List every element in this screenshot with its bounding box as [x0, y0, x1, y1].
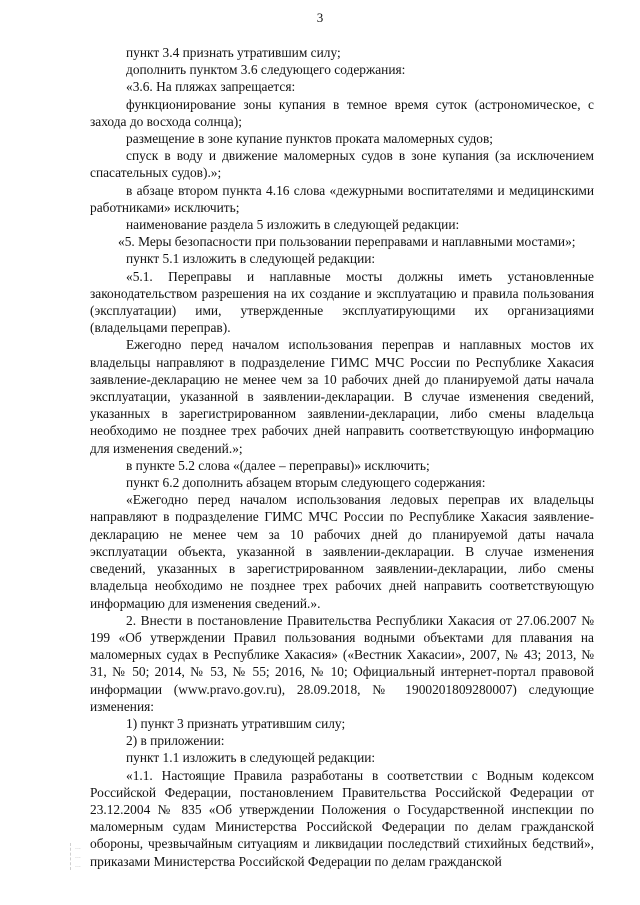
paragraph: 2) в приложении: — [126, 733, 225, 749]
paragraph: наименование раздела 5 изложить в следующей редакции: — [126, 217, 460, 233]
paragraph: 1) пункт 3 признать утратившим силу; — [126, 715, 346, 731]
paragraph: в абзаце втором пункта 4.16 слова «дежурными воспитателями и медицинскими работниками» исключить; — [90, 182, 594, 215]
paragraph: «Ежегодно перед началом использования ледовых переправ их владельцы направляют в подразделение ГИМС МЧС России по Республике Хакасия заявление-декларацию не менее чем за 10 рабочих дней до планируемой даты начала эксплуатации объекта, указанной в заявлении-декларации. В случае изменения сведений, указанных в зарегистрированном заявлении-декларации, либо смены владельца необходимо не позднее трех рабочих дней направить соответствующую информацию для изменения сведений.». — [90, 492, 594, 611]
page-number: 3 — [316, 10, 324, 25]
paragraph: спуск в воду и движение маломерных судов в зоне купания (за исключением спасательных судов).»; — [90, 148, 594, 181]
paragraph: «1.1. Настоящие Правила разработаны в соответствии с Водным кодексом Российской Федерации, постановлением Правительства Российской Федерации от 23.12.2004 № 835 «Об утверждении Положения о Государственной инспекции по маломерным судам Министерства Российской Федерации по делам гражданской обороны, чрезвычайным ситуациям и ликвидации последствий стихийных бедствий», приказами Министерства Российской Федерации по делам гражданской — [90, 767, 594, 869]
paragraph: пункт 3.4 признать утратившим силу; — [126, 45, 341, 60]
stamp-line: ... — [75, 844, 81, 851]
paragraph: размещение в зоне купание пунктов проката маломерных судов; — [126, 131, 494, 147]
stamp-line: ... — [75, 862, 81, 869]
registration-stamp — [70, 843, 175, 870]
paragraph: «5.1. Переправы и наплавные мосты должны иметь установленные законодательством разрешения на их создание и эксплуатацию и правила пользования (эксплуатации) ими, утвержденные эксплуатирующими их организациями (владельцами переправ). — [90, 268, 594, 336]
section-heading-quote: «5. Меры безопасности при пользовании переправами и наплавными мостами»; — [118, 234, 576, 250]
paragraph: функционирование зоны купания в темное время суток (астрономическое, с захода до восхода солнца); — [90, 96, 594, 129]
paragraph: пункт 6.2 дополнить абзацем вторым следующего содержания: — [126, 475, 486, 491]
paragraph: Ежегодно перед началом использования переправ и наплавных мостов их владельцы направляют в подразделение ГИМС МЧС России по Республике Хакасия заявление-декларацию не менее чем за 10 рабочих дней до планируемой даты начала эксплуатации, указанной в заявлении-декларации. В случае изменения сведений, указанных в зарегистрированном заявлении-декларации, либо смены владельца необходимо не позднее трех рабочих дней направить соответствующую информацию для изменения сведений.»; — [90, 337, 594, 456]
paragraph: в пункте 5.2 слова «(далее – переправы)» исключить; — [126, 457, 430, 473]
paragraph: «3.6. На пляжах запрещается: — [126, 79, 296, 95]
paragraph: пункт 5.1 изложить в следующей редакции: — [126, 251, 376, 267]
paragraph: пункт 1.1 изложить в следующей редакции: — [126, 750, 376, 766]
document-body — [90, 44, 594, 870]
paragraph: дополнить пунктом 3.6 следующего содержания: — [126, 62, 406, 78]
stamp-line: ... — [75, 853, 81, 860]
paragraph: 2. Внести в постановление Правительства Республики Хакасия от 27.06.2007 № 199 «Об утверждении Правил пользования водными объектами для плавания на маломерных судах в Республике Хакасия» («Вестник Хакасии», 2007, № 43; 2013, № 31, № 50; 2014, № 53, № 55; 2016, № 10; Официальный интернет-портал правовой информации (www.pravo.gov.ru), 28.09.2018, № 1900201809280007) следующие изменения: — [90, 612, 594, 714]
